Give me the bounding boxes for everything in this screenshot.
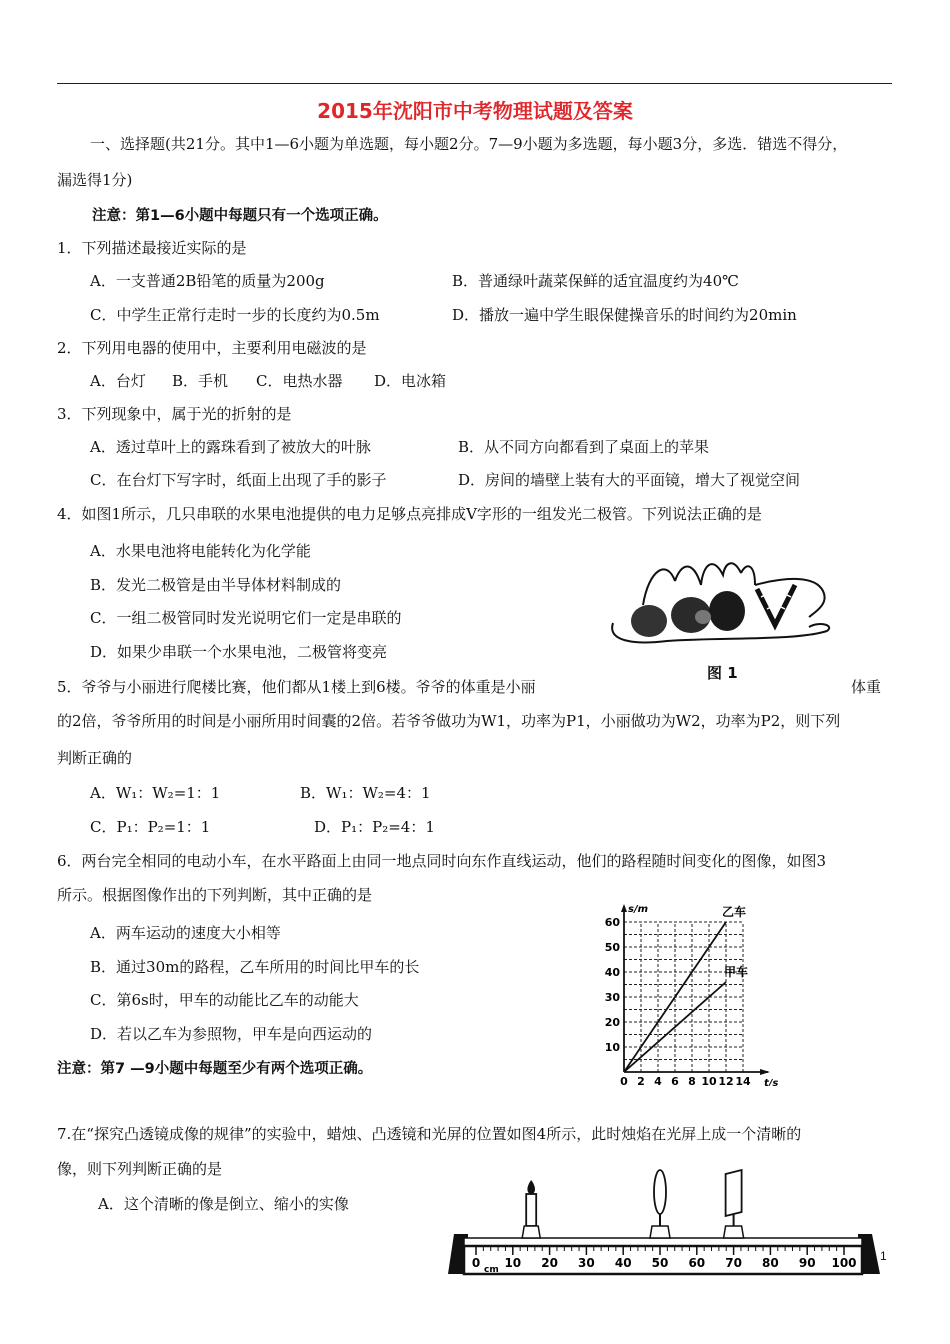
- q2-stem: 2．下列用电器的使用中，主要利用电磁波的是: [57, 339, 367, 357]
- q2-option-c: C．电热水器: [256, 372, 343, 390]
- x-tick-label: 2: [637, 1075, 645, 1086]
- light-screen: [726, 1170, 742, 1216]
- q3-stem: 3．下列现象中，属于光的折射的是: [57, 405, 292, 423]
- q1-option-d: D．播放一遍中学生眼保健操音乐的时间约为20min: [452, 306, 797, 324]
- screen-holder: [724, 1226, 744, 1238]
- scale-label: 60: [688, 1256, 706, 1270]
- q4-option-a: A．水果电池将电能转化为化学能: [90, 542, 311, 560]
- q1-stem: 1．下列描述最接近实际的是: [57, 239, 247, 257]
- scale-label: 50: [651, 1256, 669, 1270]
- q5-option-c: C．P₁：P₂=1：1: [90, 818, 211, 836]
- scale-label: 10: [504, 1256, 522, 1270]
- q1-option-c: C．中学生正常行走时一步的长度约为0.5m: [90, 306, 380, 324]
- q6-option-c: C．第6s时，甲车的动能比乙车的动能大: [90, 991, 359, 1009]
- q2-option-a: A．台灯: [90, 372, 146, 390]
- q5-stem-part1: 5．爷爷与小丽进行爬楼比赛，他们都从1楼上到6楼。爷爷的体重是小丽: [57, 678, 536, 696]
- page-number: 1: [880, 1249, 887, 1263]
- q3-option-a: A．透过草叶上的露珠看到了被放大的叶脉: [90, 438, 371, 456]
- y-tick-label: 60: [604, 916, 620, 929]
- x-axis-arrow: [760, 1069, 770, 1075]
- scale-label: 90: [798, 1256, 816, 1270]
- y-tick-label: 30: [604, 991, 620, 1004]
- q3-option-d: D．房间的墙壁上装有大的平面镜，增大了视觉空间: [458, 471, 801, 489]
- q4-option-c: C．一组二极管同时发光说明它们一定是串联的: [90, 609, 402, 627]
- q2-option-d: D．电冰箱: [374, 372, 447, 390]
- scale-label: 70: [725, 1256, 742, 1270]
- q6-stem-line2: 所示。根据图像作出的下列判断，其中正确的是: [57, 886, 373, 904]
- y-tick-label: 10: [604, 1041, 620, 1054]
- candle: [526, 1194, 536, 1226]
- x-tick-label: 0: [620, 1075, 628, 1086]
- candle-holder: [522, 1226, 540, 1238]
- section-intro-line1: 一、选择题(共21分。其中1—6小题为单选题，每小题2分。7—9小题为多选题，每小题3分，多选．错选不得分，: [90, 135, 848, 153]
- v-shaped-leds: [757, 585, 795, 625]
- page-title: 2015年沈阳市中考物理试题及答案: [317, 99, 633, 123]
- x-tick-label: 10: [701, 1075, 717, 1086]
- convex-lens: [654, 1170, 666, 1214]
- scale-unit: cm: [484, 1265, 499, 1275]
- q6-option-d: D．若以乙车为参照物，甲车是向西运动的: [90, 1025, 373, 1043]
- scale-label: 100: [831, 1256, 857, 1270]
- q1-option-b: B．普通绿叶蔬菜保鲜的适宜温度约为40℃: [452, 272, 739, 290]
- scale-label: 0: [471, 1256, 481, 1270]
- q5-option-d: D．P₁：P₂=4：1: [314, 818, 435, 836]
- q5-option-b: B．W₁：W₂=4：1: [300, 784, 431, 802]
- x-tick-label: 4: [654, 1075, 662, 1086]
- q5-stem-line2: 的2倍，爷爷所用的时间是小丽所用时间囊的2倍。若爷爷做功为W1，功率为P1，小丽做功为W2，功率为P2，则下列: [57, 712, 841, 730]
- scale-label: 20: [541, 1256, 558, 1270]
- series-label-2: 甲车: [724, 965, 749, 979]
- x-tick-label: 14: [735, 1075, 751, 1086]
- figure-3-st-chart: [598, 898, 778, 1086]
- x-tick-label: 12: [718, 1075, 734, 1086]
- fruit-1: [631, 605, 667, 637]
- y-tick-label: 40: [604, 966, 620, 979]
- q3-option-c: C．在台灯下写字时，纸面上出现了手的影子: [90, 471, 387, 489]
- x-tick-label: 8: [688, 1075, 696, 1086]
- q7-option-a: A．这个清晰的像是倒立、缩小的实像: [98, 1195, 349, 1213]
- lens-holder: [650, 1226, 670, 1238]
- q6-option-a: A．两车运动的速度大小相等: [90, 924, 281, 942]
- scale-label: 30: [578, 1256, 595, 1270]
- q1-option-a: A．一支普通2B铅笔的质量为200g: [90, 272, 325, 290]
- section-intro-line2: 漏选得1分): [57, 171, 133, 189]
- figure-4-optical-bench: [440, 1168, 888, 1280]
- y-tick-label: 20: [604, 1016, 620, 1029]
- q6-stem-line1: 6．两台完全相同的电动小车，在水平路面上由同一地点同时向东作直线运动，他们的路程随时间变化的图像，如图3: [57, 852, 827, 870]
- candle-flame: [527, 1180, 535, 1194]
- q3-option-b: B．从不同方向都看到了桌面上的苹果: [458, 438, 710, 456]
- fruit-3: [709, 591, 745, 631]
- y-axis-arrow: [621, 904, 627, 912]
- figure-1-label: 图 1: [707, 664, 738, 682]
- q4-option-d: D．如果少串联一个水果电池，二极管将变亮: [90, 643, 388, 661]
- q7-stem-line2: 像，则下列判断正确的是: [57, 1160, 223, 1178]
- header-rule: [57, 83, 892, 84]
- q6-option-b: B．通过30m的路程，乙车所用的时间比甲车的长: [90, 958, 420, 976]
- q4-option-b: B．发光二极管是由半导体材料制成的: [90, 576, 342, 594]
- q7-stem-line1: 7.在“探究凸透镜成像的规律”的实验中，蜡烛、凸透镜和光屏的位置如图4所示，此时烛焰在光屏上成一个清晰的: [57, 1125, 802, 1143]
- x-tick-label: 6: [671, 1075, 679, 1086]
- q5-stem-part2: 体重: [851, 678, 882, 696]
- q5-stem-line3: 判断正确的: [57, 749, 133, 767]
- y-axis-label: s/m: [628, 904, 649, 915]
- note-single-choice: 注意：第1—6小题中每题只有一个选项正确。: [92, 208, 388, 224]
- scale-label: 80: [762, 1256, 779, 1270]
- y-tick-label: 50: [604, 941, 620, 954]
- x-axis-label: t/s: [764, 1078, 778, 1086]
- series-label-1: 乙车: [722, 905, 747, 919]
- q2-option-b: B．手机: [172, 372, 229, 390]
- scale-label: 40: [614, 1256, 632, 1270]
- figure-1-fruit-battery: [605, 545, 835, 685]
- fruit-4: [695, 610, 711, 624]
- note-multi-choice: 注意：第7 —9小题中每题至少有两个选项正确。: [57, 1061, 373, 1077]
- q4-stem: 4．如图1所示，几只串联的水果电池提供的电力足够点亮排成V字形的一组发光二极管。下列说法正确的是: [57, 505, 762, 523]
- q5-option-a: A．W₁：W₂=1：1: [90, 784, 221, 802]
